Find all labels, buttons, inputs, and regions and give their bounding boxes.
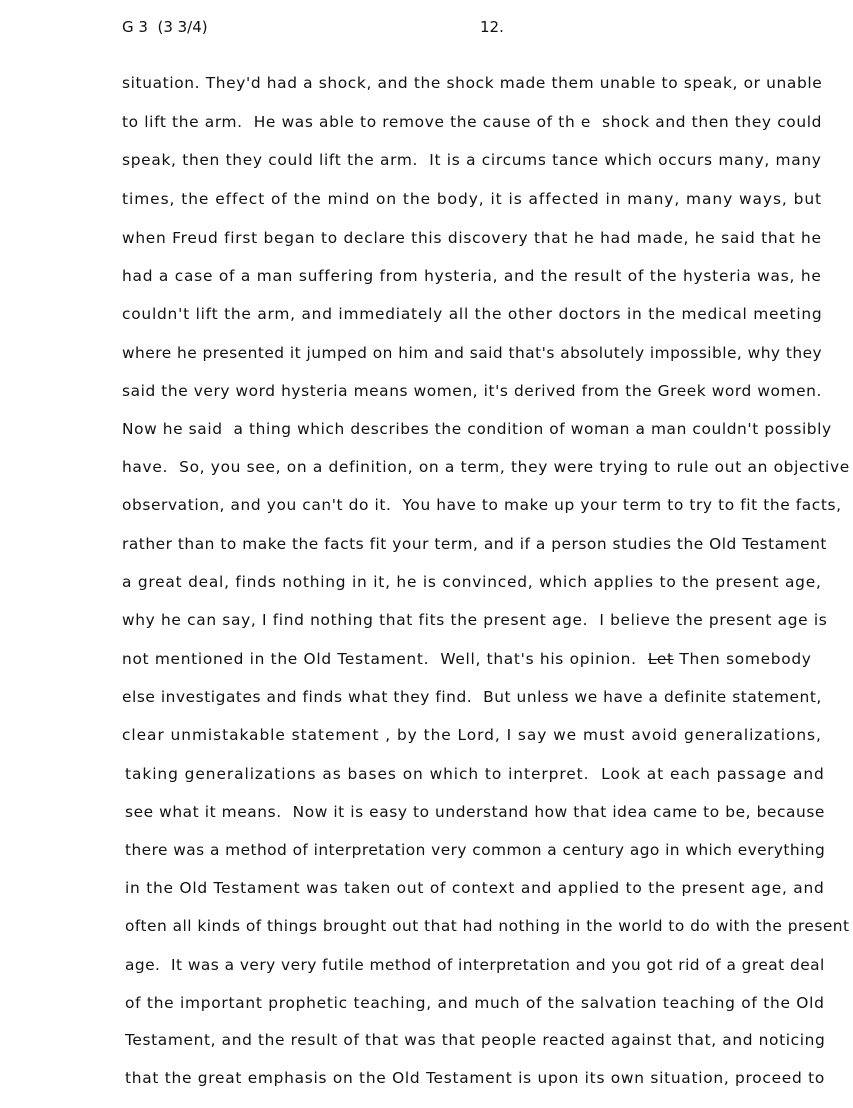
text-line: else investigates and finds what they find. But unless we have a definite statement,: [122, 688, 822, 706]
text-line: Testament, and the result of that was that people reacted against that, and noticing: [125, 1031, 826, 1049]
text-line: clear unmistakable statement , by the Lord, I say we must avoid generalizations,: [122, 726, 822, 744]
text-line: have. So, you see, on a definition, on a term, they were trying to rule out an objective: [122, 458, 850, 476]
text-line: that the great emphasis on the Old Testament is upon its own situation, proceed to: [125, 1069, 825, 1087]
text-line: rather than to make the facts fit your term, and if a person studies the Old Testament: [122, 535, 827, 553]
text-line: often all kinds of things brought out that had nothing in the world to do with the present: [125, 917, 850, 935]
text-line: taking generalizations as bases on which to interpret. Look at each passage and: [125, 765, 825, 783]
page-number: 12.: [480, 18, 504, 36]
text-line: when Freud first began to declare this discovery that he had made, he said that he: [122, 229, 822, 247]
text-segment: not mentioned in the Old Testament. Well, that's his opinion. Let Then somebody: [122, 650, 812, 668]
text-line: times, the effect of the mind on the body, it is affected in many, many ways, but: [122, 190, 823, 208]
text-line: to lift the arm. He was able to remove the cause of th e shock and then they could: [122, 113, 823, 131]
text-line: had a case of a man suffering from hysteria, and the result of the hysteria was, he: [122, 267, 822, 285]
struck-word: Let: [647, 650, 674, 668]
text-line: a great deal, finds nothing in it, he is convinced, which applies to the present age,: [122, 573, 822, 591]
document-code: G 3 (3 3/4): [122, 18, 208, 36]
text-line: see what it means. Now it is easy to understand how that idea came to be, because: [125, 803, 825, 821]
text-line: why he can say, I find nothing that fits the present age. I believe the present age is: [122, 611, 828, 629]
text-line: there was a method of interpretation very common a century ago in which everything: [125, 841, 826, 859]
text-line: age. It was a very very futile method of interpretation and you got rid of a great deal: [125, 956, 825, 974]
text-line-with-strikeout: [122, 649, 812, 669]
text-line: situation. They'd had a shock, and the shock made them unable to speak, or unable: [122, 74, 823, 92]
text-line: speak, then they could lift the arm. It is a circums tance which occurs many, many: [122, 151, 822, 169]
text-line: in the Old Testament was taken out of context and applied to the present age, and: [125, 879, 825, 897]
text-line: observation, and you can't do it. You have to make up your term to try to fit the facts,: [122, 496, 842, 514]
text-line: said the very word hysteria means women, it's derived from the Greek word women.: [122, 382, 822, 400]
text-line: of the important prophetic teaching, and much of the salvation teaching of the Old: [125, 994, 825, 1012]
text-line: Now he said a thing which describes the condition of woman a man couldn't possibly: [122, 420, 832, 438]
text-line: couldn't lift the arm, and immediately all the other doctors in the medical meeting: [122, 305, 823, 323]
text-line: where he presented it jumped on him and said that's absolutely impossible, why they: [122, 344, 823, 362]
